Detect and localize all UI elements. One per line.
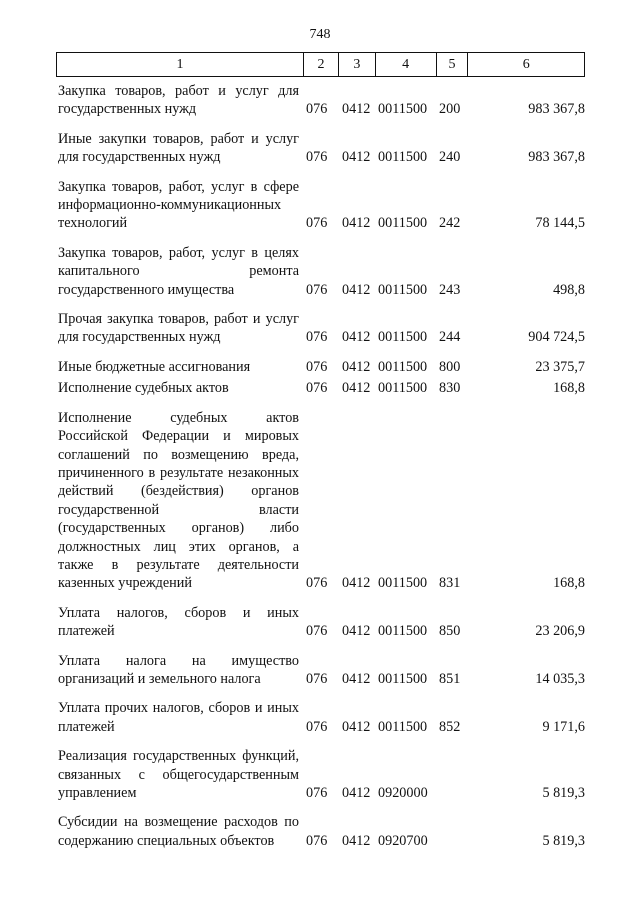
row-col-6: 983 367,8 (528, 149, 585, 166)
header-col-5: 5 (437, 53, 469, 76)
row-col-3: 0412 (342, 101, 371, 118)
row-col-2: 076 (306, 358, 328, 375)
row-col-3: 0412 (342, 785, 371, 801)
row-col-4: 0011500 (378, 281, 428, 298)
row-col-2: 076 (306, 149, 328, 166)
row-col-5: 243 (439, 281, 461, 298)
row-col-2: 076 (306, 575, 328, 592)
row-col-4: 0011500 (378, 149, 428, 166)
row-col-2: 076 (306, 101, 328, 118)
row-col-5: 240 (439, 149, 461, 166)
table-row (58, 699, 585, 736)
row-col-6: 168,8 (553, 380, 585, 397)
row-col-4: 0011500 (378, 670, 428, 687)
header-col-4: 4 (376, 53, 437, 76)
row-col-6: 5 819,3 (542, 832, 585, 849)
table-row (58, 604, 585, 641)
row-col-3: 0412 (342, 149, 371, 166)
row-col-4: 0920700 (378, 832, 428, 849)
row-description: Уплата налогов, сборов и иных платежей (58, 604, 299, 640)
row-col-6: 14 035,3 (535, 670, 585, 687)
row-col-3: 0412 (342, 329, 371, 346)
row-col-5: 242 (439, 215, 461, 232)
table-row (58, 652, 585, 689)
row-col-2: 076 (306, 215, 328, 232)
row-col-5: 800 (439, 358, 461, 375)
row-col-4: 0011500 (378, 575, 428, 592)
header-col-2: 2 (304, 53, 339, 76)
row-description: Субсидии на возмещение расходов по содержанию специальных объектов (58, 814, 299, 849)
header-col-3: 3 (339, 53, 376, 76)
row-col-6: 23 206,9 (535, 623, 585, 640)
table-row (58, 409, 585, 593)
row-col-5: 830 (439, 380, 461, 397)
row-col-3: 0412 (342, 670, 371, 687)
table-row (58, 379, 585, 397)
row-description: Исполнение судебных актов Российской Федерации и мировых соглашений по возмещению вреда, причиненного в результате незаконных действий (бездействия) органов государственной власти (государственных органов) либо должностных лиц этих органов, а также в результате деятельности казенных учреждений (58, 409, 299, 592)
row-col-5: 851 (439, 670, 461, 687)
row-description: Реализация государственных функций, связанных с общегосударственным управлением (58, 748, 299, 801)
row-col-4: 0011500 (378, 380, 428, 397)
row-col-3: 0412 (342, 575, 371, 592)
row-col-6: 78 144,5 (535, 215, 585, 232)
row-col-6: 9 171,6 (542, 718, 585, 735)
table-row (58, 178, 585, 233)
row-col-6: 23 375,7 (535, 358, 585, 375)
row-col-2: 076 (306, 380, 328, 397)
table-row (58, 813, 585, 850)
row-col-6: 168,8 (553, 575, 585, 592)
row-col-5: 244 (439, 329, 461, 346)
table-header (56, 52, 585, 77)
table-row (58, 358, 585, 376)
row-description: Иные бюджетные ассигнования (58, 358, 251, 375)
table-row (58, 310, 585, 347)
row-col-5: 852 (439, 718, 461, 735)
row-col-2: 076 (306, 329, 328, 346)
row-col-4: 0011500 (378, 718, 428, 735)
table-row (58, 244, 585, 299)
row-col-3: 0412 (342, 380, 371, 397)
row-col-3: 0412 (342, 832, 371, 849)
row-col-4: 0011500 (378, 329, 428, 346)
row-col-4: 0011500 (378, 215, 428, 232)
row-col-3: 0412 (342, 358, 371, 375)
row-description: Закупка товаров, работ, услуг в сфере информационно-коммуникационных технологий (58, 178, 299, 232)
row-col-4: 0011500 (378, 101, 428, 118)
row-description: Уплата налога на имущество организаций и земельного налога (58, 652, 299, 687)
row-col-3: 0412 (342, 281, 371, 298)
row-description: Уплата прочих налогов, сборов и иных платежей (58, 700, 299, 735)
row-description: Исполнение судебных актов (58, 380, 229, 397)
row-col-2: 076 (306, 718, 328, 735)
row-col-5: 200 (439, 101, 461, 118)
row-col-6: 904 724,5 (528, 329, 585, 346)
table-row (58, 747, 585, 802)
header-col-1: 1 (57, 53, 304, 76)
row-col-5: 850 (439, 623, 461, 640)
row-col-3: 0412 (342, 215, 371, 232)
table-row (58, 130, 585, 167)
row-col-2: 076 (306, 832, 328, 849)
row-col-2: 076 (306, 785, 328, 801)
table-row (58, 82, 585, 119)
row-col-6: 498,8 (553, 281, 585, 298)
table-body (58, 82, 585, 861)
row-col-6: 5 819,3 (542, 785, 585, 801)
row-description: Закупка товаров, работ и услуг для государственных нужд (58, 83, 299, 118)
row-col-6: 983 367,8 (528, 101, 585, 118)
row-col-2: 076 (306, 623, 328, 640)
row-col-4: 0011500 (378, 623, 428, 640)
row-col-5: 831 (439, 575, 461, 592)
row-col-4: 0011500 (378, 358, 428, 375)
page-number: 748 (309, 27, 331, 42)
row-col-3: 0412 (342, 623, 371, 640)
row-col-3: 0412 (342, 718, 371, 735)
row-description: Иные закупки товаров, работ и услуг для государственных нужд (58, 130, 299, 166)
row-col-4: 0920000 (378, 785, 428, 801)
row-description: Прочая закупка товаров, работ и услуг для государственных нужд (58, 311, 299, 346)
row-col-2: 076 (306, 670, 328, 687)
row-col-2: 076 (306, 281, 328, 298)
header-col-6: 6 (522, 57, 530, 72)
row-description: Закупка товаров, работ, услуг в целях капитального ремонта государственного имущества (58, 244, 299, 298)
